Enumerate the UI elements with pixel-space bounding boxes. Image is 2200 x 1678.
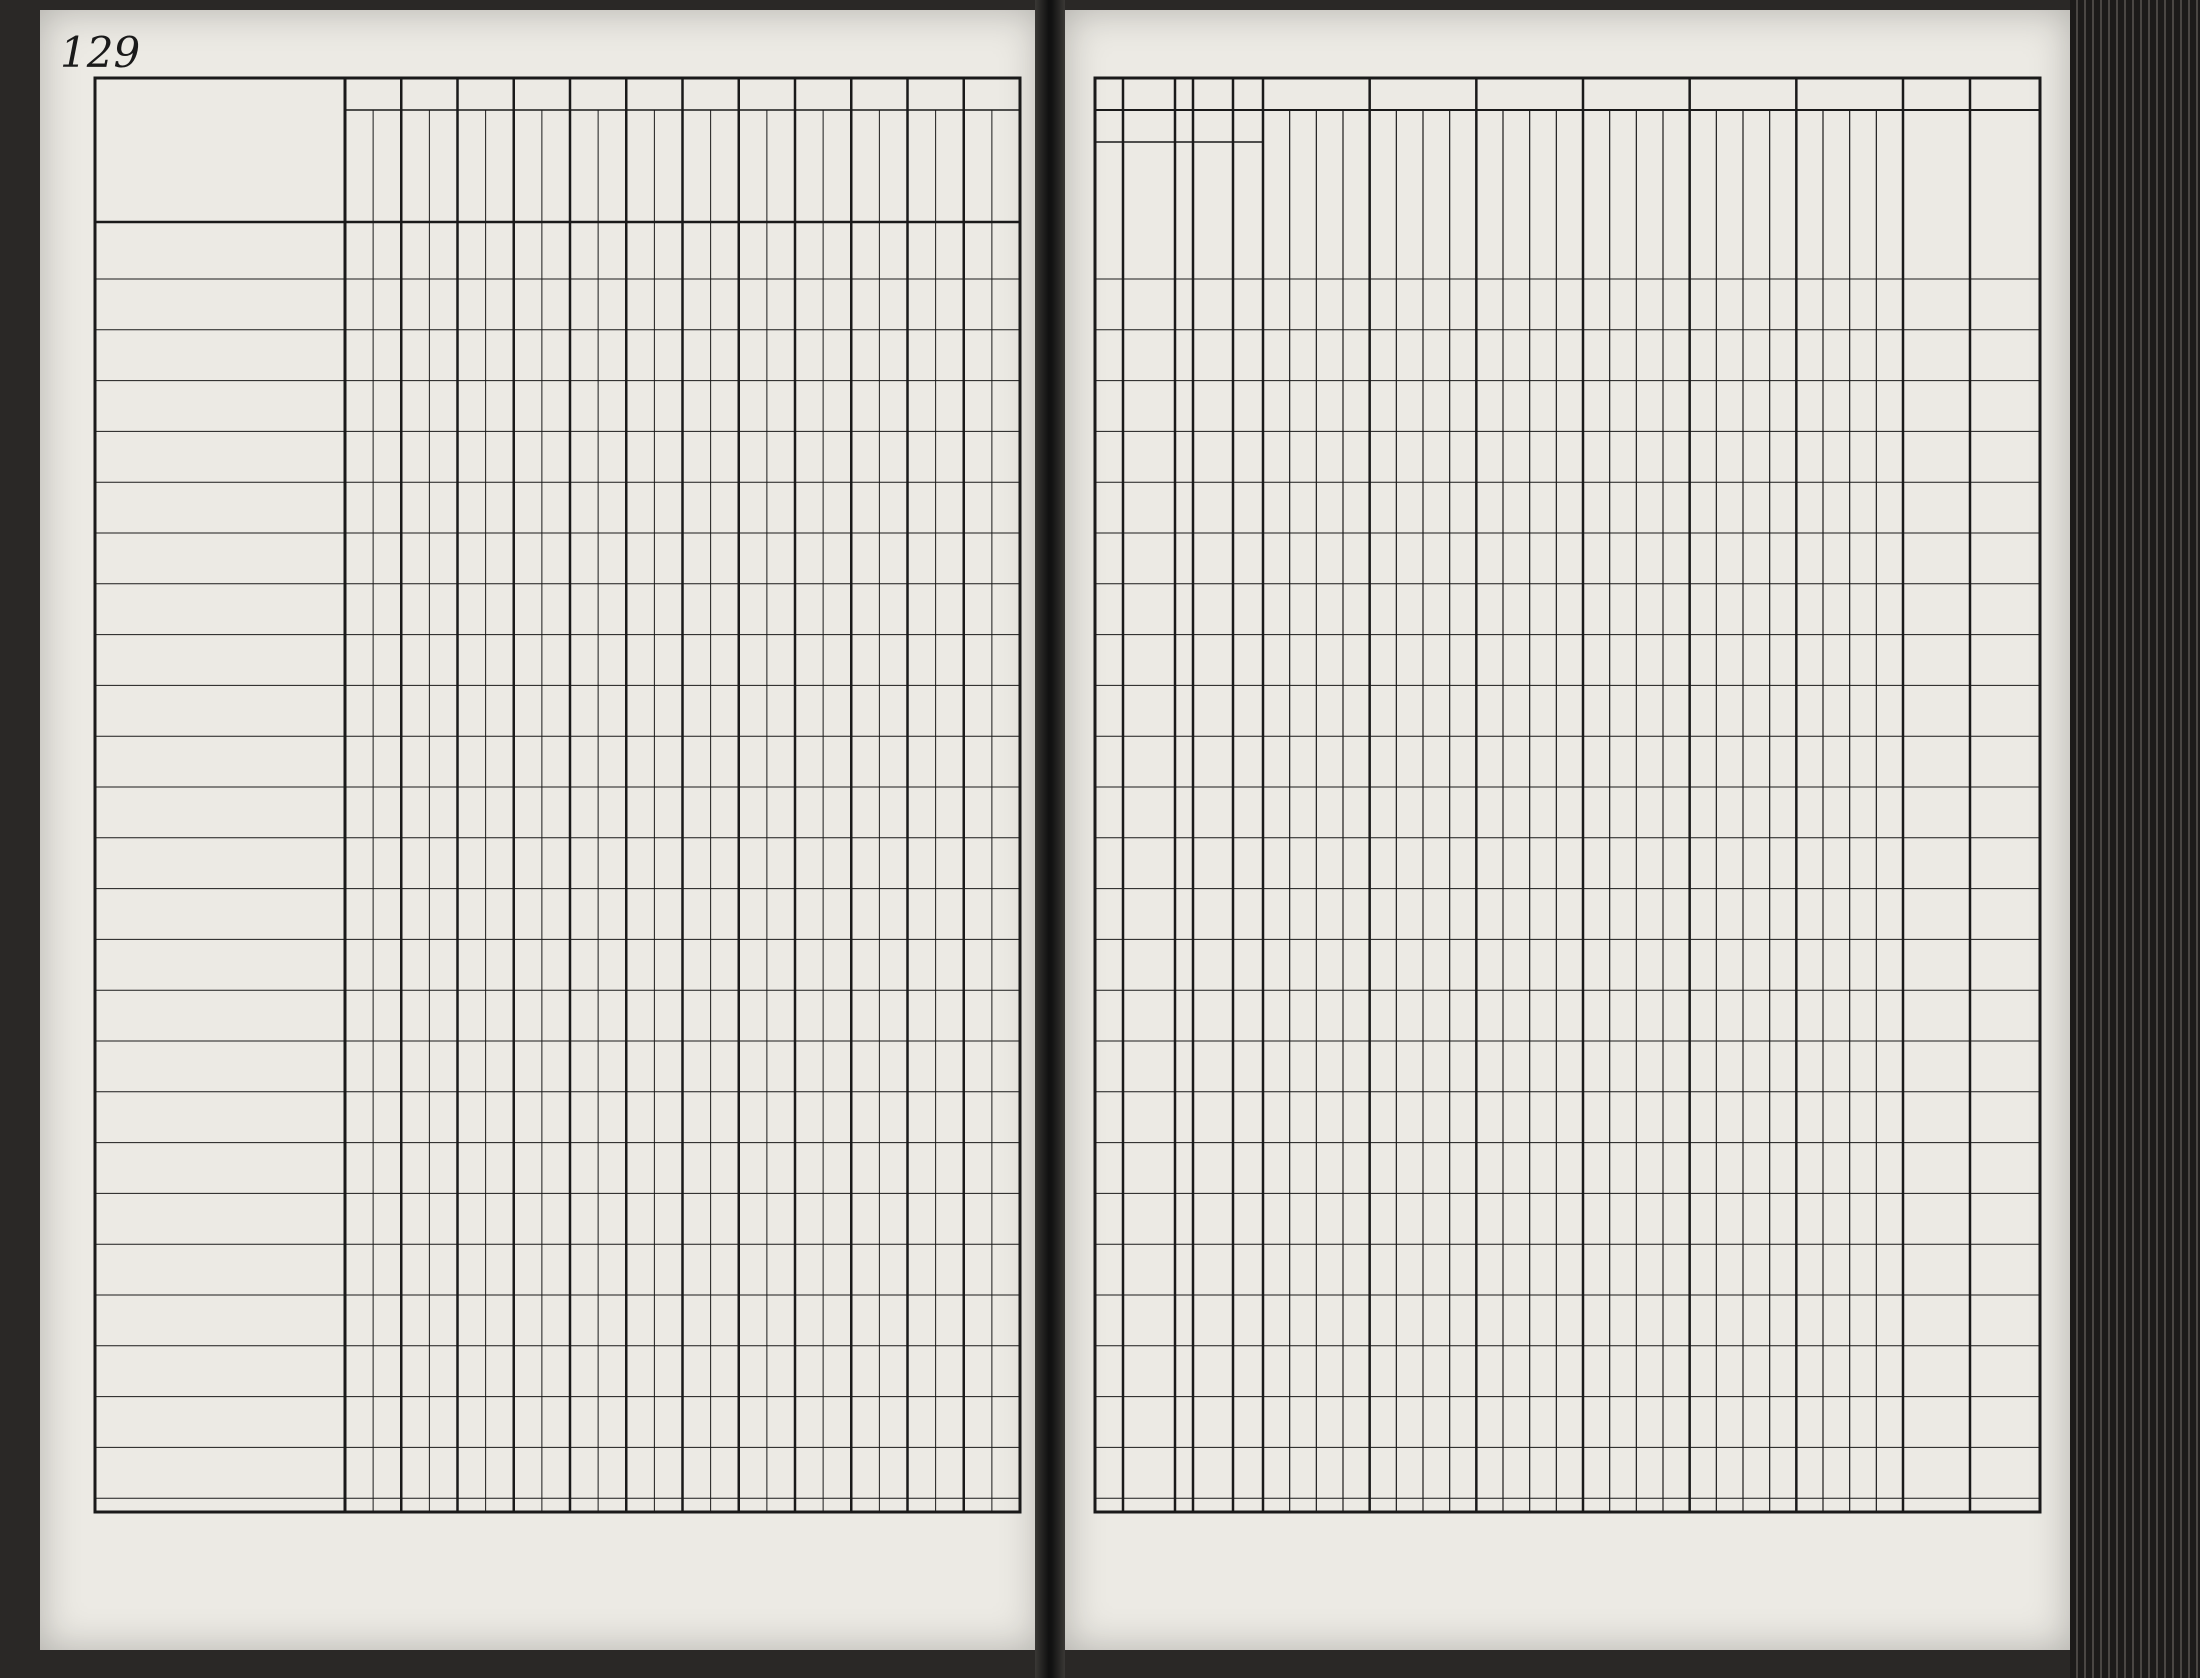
page-edge-stack [2070, 0, 2200, 1678]
table-border [1095, 78, 2040, 1512]
page-number: 129 [60, 28, 141, 77]
table-border [95, 78, 1020, 1512]
right-register-table [1065, 0, 2070, 1678]
left-register-table [0, 0, 1040, 1678]
